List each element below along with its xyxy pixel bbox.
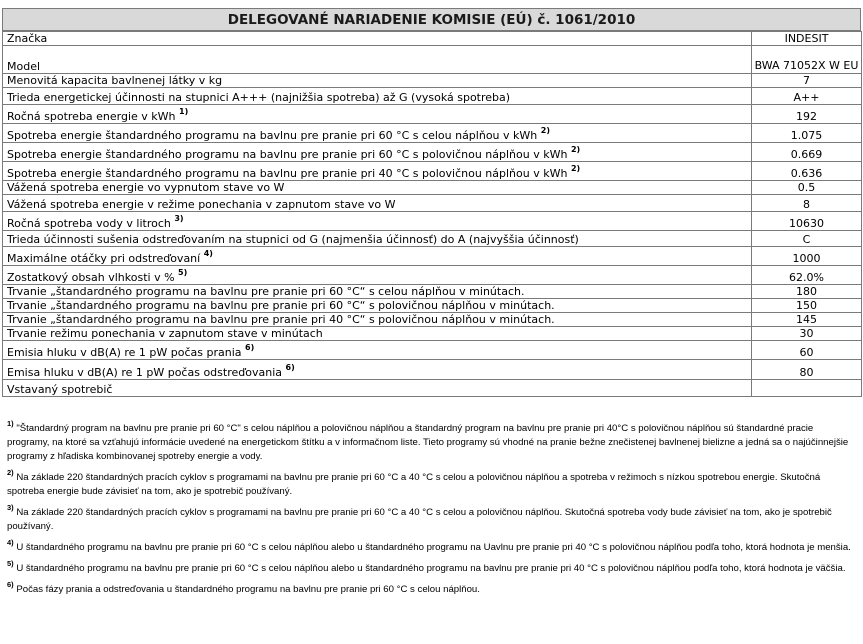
- table-row: [3, 105, 862, 124]
- table-row: [3, 74, 862, 88]
- footnote-ref: 2): [540, 126, 550, 136]
- footnote-text: U štandardného programu na bavlnu pre pranie pri 60 °C s celou náplňou alebo u štandardného programu na Uavlnu pre pranie pri 40 °C s polovičnou náplňou podľa toho, ktorá hodnota je menšia.: [13, 542, 851, 553]
- spec-value: 145: [752, 313, 862, 327]
- spec-label-cell: [3, 299, 752, 313]
- spec-value: A++: [752, 88, 862, 105]
- footnote-ref: 1): [179, 107, 189, 117]
- footnote-ref: 2): [570, 164, 581, 174]
- spec-value: 150: [752, 299, 862, 313]
- spec-value: 62.0%: [752, 266, 862, 285]
- spec-label-cell: [3, 105, 752, 124]
- spec-label-cell: [3, 231, 752, 247]
- spec-label-cell: [3, 327, 752, 341]
- footnote-ref: 6): [285, 363, 295, 373]
- spec-value: 192: [752, 105, 862, 124]
- spec-label: Trieda účinnosti sušenia odstreďovaním na stupnici od G (najmenšia účinnosť) do A (najvyššia účinnosť): [7, 233, 579, 246]
- spec-label: Spotreba energie štandardného programu na bavlnu pre pranie pri 40 °C s polovičnou náplňou v kWh: [7, 167, 568, 180]
- spec-value: 60: [752, 341, 862, 360]
- spec-label-cell: [3, 285, 752, 299]
- spec-label: Trieda energetickej účinnosti na stupnici A+++ (najnižšia spotreba) až G (vysoká spotreba): [7, 91, 511, 104]
- spec-label-cell: [3, 181, 752, 195]
- spec-label-cell: [3, 195, 752, 212]
- spec-label-cell: [3, 247, 752, 266]
- footnote-number: 3): [7, 502, 14, 512]
- table-row: [3, 143, 862, 162]
- regulation-sheet: [2, 8, 861, 397]
- footnote-text: Na základe 220 štandardných pracích cyklov s programami na bavlnu pre pranie pri 60 °C a 40 °C s celou a polovičnou náplňou. Skutočná spotreba vody bude závisieť na tom, ako je spotrebič používaný.: [7, 507, 832, 532]
- table-row: [3, 380, 862, 397]
- footnote: [7, 502, 852, 534]
- footnote: [7, 579, 852, 597]
- footnote-text: U štandardného programu na bavlnu pre pranie pri 60 °C s celou náplňou alebo u štandardného programu na bavlnu pre pranie pri 40 °C s polovičnou náplňou podľa toho, ktorá hodnota je väčšia.: [13, 563, 846, 574]
- table-row: [3, 124, 862, 143]
- footnote: [7, 418, 852, 464]
- spec-value: 7: [752, 74, 862, 88]
- spec-label: Model: [7, 60, 41, 73]
- spec-value: 10630: [752, 212, 862, 231]
- spec-value: 30: [752, 327, 862, 341]
- spec-value: 1000: [752, 247, 862, 266]
- footnote-ref: 2): [570, 145, 581, 155]
- spec-value: C: [752, 231, 862, 247]
- table-row: [3, 266, 862, 285]
- table-row: [3, 299, 862, 313]
- table-row: [3, 162, 862, 181]
- footnote: [7, 537, 852, 555]
- spec-label-cell: [3, 360, 752, 380]
- spec-value: 180: [752, 285, 862, 299]
- spec-value: 0.669: [752, 143, 862, 162]
- spec-value: INDESIT: [752, 32, 862, 46]
- spec-table-body: [3, 32, 862, 397]
- spec-label: Trvanie „štandardného programu na bavlnu pre pranie pri 60 °C“ s polovičnou náplňou v minútach.: [7, 299, 555, 312]
- spec-label: Značka: [7, 32, 48, 45]
- footnote: [7, 558, 852, 576]
- spec-label-cell: [3, 32, 752, 46]
- footnote-number: 6): [7, 579, 14, 589]
- spec-label-cell: [3, 266, 752, 285]
- footnote-text: Na základe 220 štandardných pracích cyklov s programami na bavlnu pre pranie pri 60 °C a 40 °C s celou a polovičnou náplňou a spotreba v režimoch s nízkou spotrebou energie. Skutočná spotreba energie bude závisieť na tom, ako je spotrebič používaný.: [7, 472, 821, 497]
- table-row: [3, 313, 862, 327]
- spec-label: Trvanie „štandardného programu na bavlnu pre pranie pri 60 °C“ s celou náplňou v minútach.: [7, 285, 525, 298]
- spec-label-cell: [3, 88, 752, 105]
- spec-label-cell: [3, 341, 752, 360]
- spec-label-cell: [3, 212, 752, 231]
- spec-label-cell: [3, 74, 752, 88]
- spec-value: BWA 71052X W EU: [752, 46, 862, 74]
- spec-label: Emisia hluku v dB(A) re 1 pW počas prania: [7, 346, 242, 359]
- table-row: [3, 327, 862, 341]
- spec-label: Vstavaný spotrebič: [7, 383, 113, 396]
- footnote-ref: 3): [174, 214, 184, 224]
- footnotes: [7, 418, 852, 604]
- spec-label-cell: [3, 46, 752, 74]
- spec-label: Ročná spotreba energie v kWh: [7, 110, 176, 123]
- footnote-number: 1): [7, 418, 14, 428]
- footnote-text: Počas fázy prania a odstreďovania u štandardného programu na bavlnu pre pranie pri 60 °C s celou náplňou.: [13, 584, 480, 595]
- table-row: [3, 88, 862, 105]
- spec-label: Vážená spotreba energie vo vypnutom stave vo W: [7, 181, 285, 194]
- spec-label: Spotreba energie štandardného programu na bavlnu pre pranie pri 60 °C s polovičnou náplňou v kWh: [7, 148, 568, 161]
- spec-label: Menovitá kapacita bavlnenej látky v kg: [7, 74, 223, 87]
- spec-label-cell: [3, 162, 752, 181]
- spec-label: Trvanie „štandardného programu na bavlnu pre pranie pri 40 °C“ s polovičnou náplňou v minútach.: [7, 313, 555, 326]
- spec-label-cell: [3, 380, 752, 397]
- footnote-number: 4): [7, 537, 14, 547]
- table-row: [3, 181, 862, 195]
- spec-value: 0.5: [752, 181, 862, 195]
- table-row: [3, 285, 862, 299]
- table-row: [3, 46, 862, 74]
- spec-value: 80: [752, 360, 862, 380]
- table-row: [3, 360, 862, 380]
- spec-label: Maximálne otáčky pri odstreďovaní: [7, 252, 201, 265]
- footnote-number: 5): [7, 558, 14, 568]
- spec-table: [2, 31, 862, 397]
- footnote-ref: 6): [245, 343, 255, 353]
- document-title: DELEGOVANÉ NARIADENIE KOMISIE (EÚ) č. 1061/2010: [2, 8, 861, 31]
- spec-label-cell: [3, 313, 752, 327]
- spec-value: 1.075: [752, 124, 862, 143]
- footnote: [7, 467, 852, 499]
- spec-label: Spotreba energie štandardného programu na bavlnu pre pranie pri 60 °C s celou náplňou v kWh: [7, 129, 538, 142]
- table-row: [3, 341, 862, 360]
- table-row: [3, 247, 862, 266]
- spec-label: Ročná spotreba vody v litroch: [7, 217, 171, 230]
- table-row: [3, 32, 862, 46]
- footnote-number: 2): [7, 467, 14, 477]
- spec-label: Trvanie režimu ponechania v zapnutom stave v minútach: [7, 327, 323, 340]
- footnote-ref: 5): [178, 268, 188, 278]
- table-row: [3, 231, 862, 247]
- footnote-text: "Štandardný program na bavlnu pre pranie pri 60 °C" s celou náplňou a polovičnou náplňou a štandardný program na bavlnu pre pranie pri 40°C s polovičnou náplňou sú štandardné pracie programy, na ktoré sa vzťahujú informácie uvedené na energetickom štítku a v informačnom liste. Tieto programy sú vhodné na pranie bežne znečistenej bavlnenej bielizne a jedná sa o najúčinnejšie programy z hľadiska kombinovanej spotreby energie a vody.: [7, 423, 849, 462]
- spec-label-cell: [3, 124, 752, 143]
- spec-value: 0.636: [752, 162, 862, 181]
- table-row: [3, 212, 862, 231]
- spec-value: [752, 380, 862, 397]
- spec-label: Emisa hluku v dB(A) re 1 pW počas odstreďovania: [7, 366, 282, 379]
- spec-label: Zostatkový obsah vlhkosti v %: [7, 271, 175, 284]
- spec-label: Vážená spotreba energie v režime ponechania v zapnutom stave vo W: [7, 198, 396, 211]
- footnote-ref: 4): [203, 249, 213, 259]
- spec-value: 8: [752, 195, 862, 212]
- table-row: [3, 195, 862, 212]
- spec-label-cell: [3, 143, 752, 162]
